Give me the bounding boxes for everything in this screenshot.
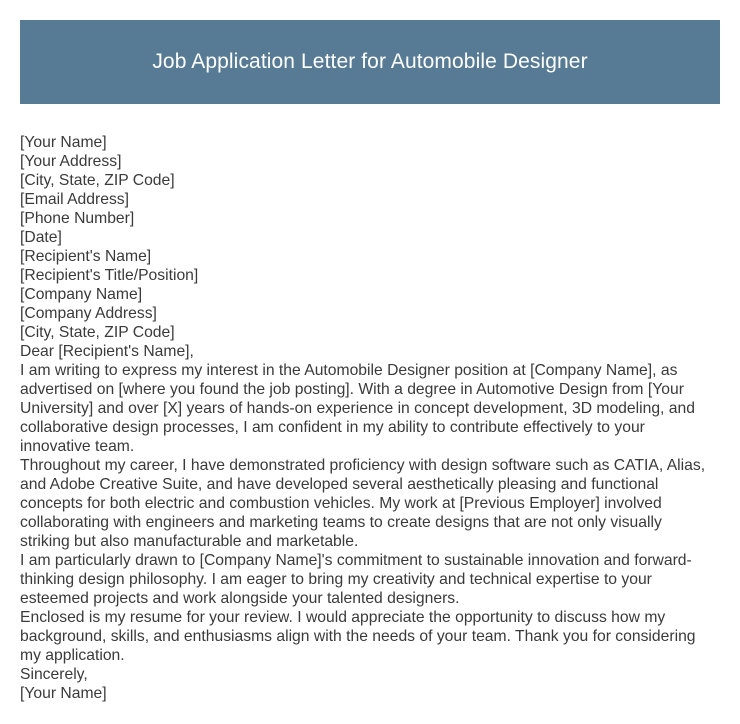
recipient-title: [Recipient's Title/Position] (20, 267, 199, 284)
paragraph-closing (20, 608, 720, 665)
paragraph-line: collaborating with engineers and marketing teams to create designs that are not only visually (20, 514, 662, 531)
sender-email: [Email Address] (20, 191, 129, 208)
paragraph-line: Enclosed is my resume for your review. I would appreciate the opportunity to discuss how my (20, 609, 666, 626)
paragraph-line: I am particularly drawn to [Company Name]'s commitment to sustainable innovation and forward- (20, 552, 692, 569)
paragraph-line: esteemed projects and work alongside your talented designers. (20, 590, 460, 607)
salutation: Dear [Recipient's Name], (20, 343, 194, 360)
signature-name: [Your Name] (20, 685, 107, 702)
sender-name: [Your Name] (20, 134, 107, 151)
paragraph-intro (20, 361, 720, 456)
letter-body (20, 133, 720, 703)
closing: Sincerely, (20, 666, 88, 683)
paragraph-line: striking but also manufacturable and marketable. (20, 533, 359, 550)
company-address: [Company Address] (20, 305, 157, 322)
paragraph-line: advertised on [where you found the job posting]. With a degree in Automotive Design from [Your (20, 381, 684, 398)
letter-date: [Date] (20, 229, 62, 246)
recipient-name: [Recipient's Name] (20, 248, 152, 265)
company-name: [Company Name] (20, 286, 143, 303)
paragraph-line: background, skills, and enthusiasms align with the needs of your team. Thank you for considering (20, 628, 696, 645)
paragraph-line: my application. (20, 647, 125, 664)
title-banner (20, 20, 720, 104)
paragraph-line: I am writing to express my interest in the Automobile Designer position at [Company Name], as (20, 362, 678, 379)
sender-city: [City, State, ZIP Code] (20, 172, 175, 189)
paragraph-line: innovative team. (20, 438, 135, 455)
company-city: [City, State, ZIP Code] (20, 324, 175, 341)
sender-address: [Your Address] (20, 153, 122, 170)
sender-phone: [Phone Number] (20, 210, 135, 227)
paragraph-line: thinking design philosophy. I am eager to bring my creativity and technical expertise to your (20, 571, 652, 588)
paragraph-motivation (20, 551, 720, 608)
paragraph-line: University] and over [X] years of hands-on experience in concept development, 3D modeling, and (20, 400, 695, 417)
paragraph-experience (20, 456, 720, 551)
paragraph-line: collaborative design processes, I am confident in my ability to contribute effectively to your (20, 419, 645, 436)
paragraph-line: concepts for both electric and combustion vehicles. My work at [Previous Employer] involved (20, 495, 662, 512)
paragraph-line: and Adobe Creative Suite, and have developed several aesthetically pleasing and functional (20, 476, 659, 493)
paragraph-line: Throughout my career, I have demonstrated proficiency with design software such as CATIA, Alias, (20, 457, 706, 474)
page-title: Job Application Letter for Automobile Designer (152, 50, 588, 73)
